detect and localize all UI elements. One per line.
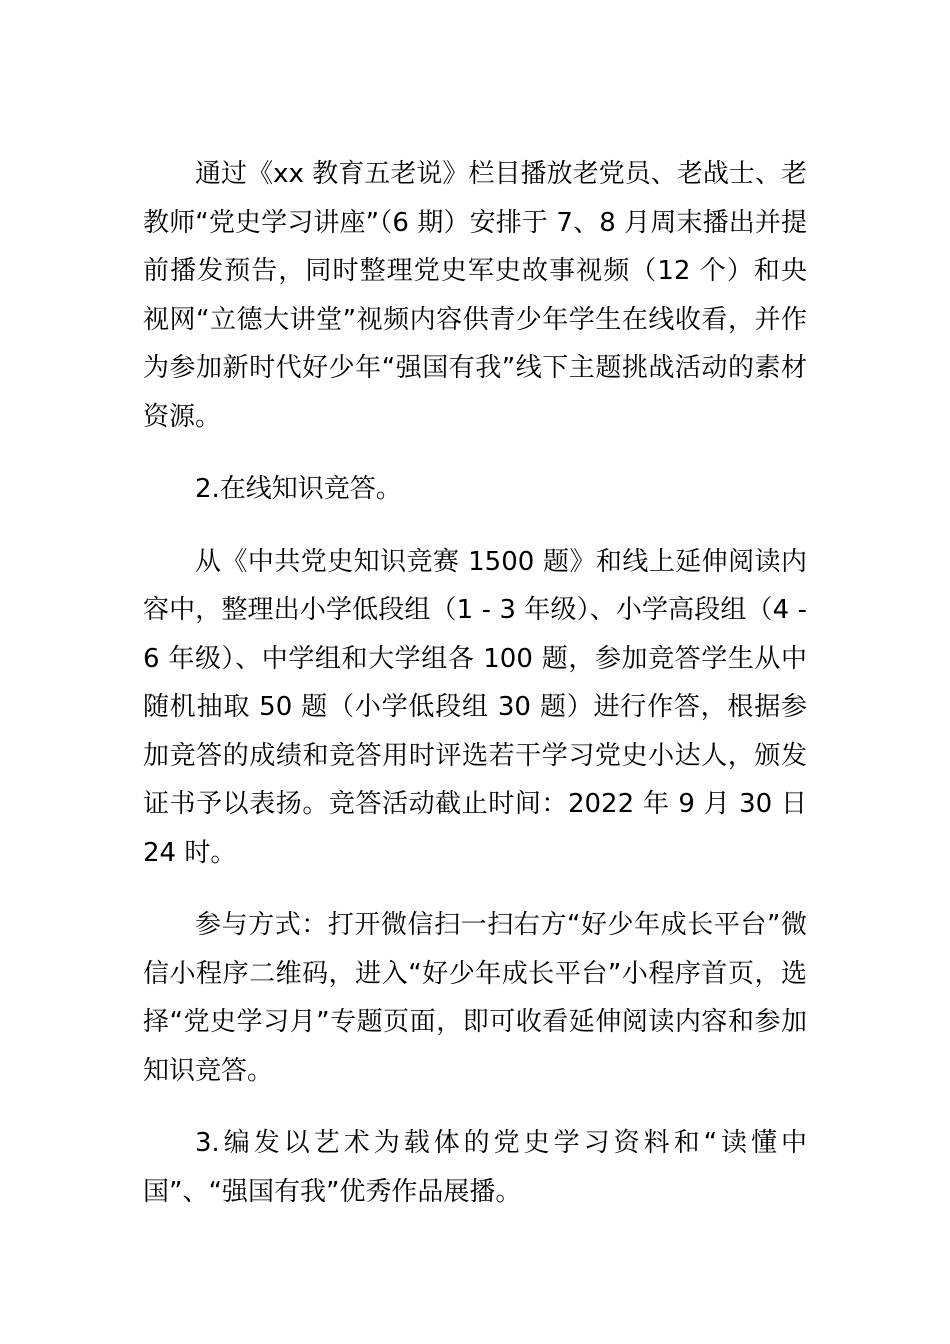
heading-art-materials: 3.编发以艺术为载体的党史学习资料和“读懂中国”、“强国有我”优秀作品展播。 <box>143 1128 807 1207</box>
paragraph-video-resources: 通过《xx 教育五老说》栏目播放老党员、老战士、老教师“党史学习讲座”（6 期）安排于 7、8 月周末播出并提前播发预告，同时整理党史军史故事视频（12 个）和央视网“立德大讲堂”视频内容供青少年学生在线收看，并作为参加新时代好少年“强国有我”线下主题挑战活动的素材资源。 <box>143 159 807 432</box>
document-body <box>143 150 807 1240</box>
heading-online-quiz: 2.在线知识竞答。 <box>195 474 402 504</box>
paragraph-quiz-details: 从《中共党史知识竞赛 1500 题》和线上延伸阅读内容中，整理出小学低段组（1 - 3 年级）、小学高段组（4 - 6 年级）、中学组和大学组各 100 题，参加竞答学生从中随机抽取 50 题（小学低段组 30 题）进行作答，根据参加竞答的成绩和竞答用时评选若干学习党史小达人，颁发证书予以表扬。竞答活动截止时间：2022 年 9 月 30 日 24 时。 <box>143 546 807 868</box>
paragraph-participation-method: 参与方式：打开微信扫一扫右方“好少年成长平台”微信小程序二维码，进入“好少年成长平台”小程序首页，选择“党史学习月”专题页面，即可收看延伸阅读内容和参加知识竞答。 <box>143 910 807 1086</box>
